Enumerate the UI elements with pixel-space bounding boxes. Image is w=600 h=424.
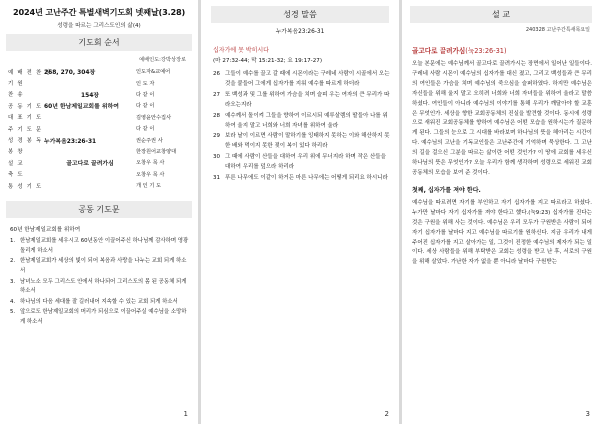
- sermon-paragraph: 오늘 본문에는 예수님께서 골고다로 끌려가시는 장면에서 일어난 일들이다. 구레네 사람 시몬이 예수님의 십자가를 대신 졌고, 그리고 백성들과 큰 무리의 여인들은 가슴을 치며 예수님의 죽으심을 슬퍼하였다. 하지만 예수님은 자신들을 위해 울지 말고 오히려 너희와 너희 자녀들을 위하여 울라고 말씀하셨다. 여인들이 아니라 예수님의 이야기를 통해 우리가 깨달아야 할 교훈은 무엇인가. 세상을 향한 교회공동체의 진실을 발견할 것이다. 동시에 성령으로 새워진 교회공동체를 향하여 예수님은 어떤 모습을 원하시는가 질문하게 된다. 그들의 눈으로 그 시대를 바라보며 하나님의 뜻을 헤아리는 시간이다. 예수님의 고난을 기독교인들은 고난주간에 기억하며 묵상한다. 그 고난의 길을 걸으신 그분을 따르는 삶이란 어떤 것인가? 이 땅에 교회를 세우신 하나님의 뜻은 무엇인가? 오늘 우리가 함께 생각하며 성령으로 세워진 교회공동체의 모습을 보여 준 것이다.: [412, 61, 592, 176]
- order-item-content: 154장: [81, 92, 99, 99]
- sermon-title: [412, 45, 600, 55]
- order-item-leader: 김영윤안수집사: [136, 114, 172, 121]
- order-item-label: 대 표 기 도: [8, 115, 43, 122]
- prayer-intro: 60년 한남제일교회를 위하여: [10, 227, 81, 234]
- order-item-label: 봉 창: [8, 149, 24, 156]
- sermon-header: 설 교: [410, 6, 592, 23]
- order-item-leader: 오창우 목 사: [136, 160, 165, 167]
- verse: [213, 70, 391, 90]
- service-order: [8, 66, 190, 191]
- order-item-label: 통 성 기 도: [8, 183, 43, 190]
- order-item-leader: 다 같 이: [136, 126, 155, 133]
- verse-text: 또 백성과 및 그를 위하여 가슴을 치며 슬피 우는 여자의 큰 무리가 따라오는지라: [225, 91, 390, 108]
- verse-text: 그들이 예수를 끌고 갈 때에 시몬이라는 구레네 사람이 시골에서 오는 것을 붙들어 그에게 십자가를 지워 예수를 따르게 하더라: [225, 71, 390, 87]
- scripture-ref: 누가복음23:26-31: [275, 29, 325, 35]
- order-row: [8, 112, 190, 123]
- order-item-label: 예 배 전 찬 양: [8, 69, 52, 76]
- order-row: [8, 89, 190, 100]
- order-row: [8, 180, 190, 191]
- order-row: [8, 169, 190, 180]
- page-number: 1: [183, 410, 188, 418]
- prayer-number: 2.: [10, 258, 16, 265]
- prayer-number: 4.: [10, 298, 16, 305]
- order-row: [8, 146, 190, 157]
- bulletin-page-2: [201, 0, 399, 424]
- order-item-content: 268, 270, 304장: [44, 70, 96, 77]
- bulletin-page-3: [402, 0, 600, 424]
- order-item-label: 설 교: [8, 160, 24, 167]
- page-number: 3: [585, 410, 590, 418]
- order-row: [8, 134, 190, 145]
- order-item-leader: 인 도 자: [136, 80, 155, 87]
- prayer-text: 하나님의 다음 세대를 잘 길러내어 지속할 수 있는 교회 되게 하소서: [20, 298, 178, 305]
- bulletin-page-1: [0, 0, 198, 424]
- order-row: [8, 77, 190, 88]
- order-row: [8, 100, 190, 111]
- order-item-label: 성 경 봉 독: [8, 138, 43, 145]
- verse-text: 보라 날이 이르면 사람이 말하기를 잉태하지 못하는 이와 해산하지 못한 배와 먹이지 못한 젖이 복이 있다 하리라: [225, 133, 390, 150]
- order-item-label: 찬 송: [8, 92, 24, 99]
- order-header: 기도회 순서: [6, 34, 192, 51]
- prayer-text: 한남제일교회를 세우시고 60년동안 이끌어주신 하나님께 감사하며 영광돌리게 하소서: [20, 238, 189, 254]
- verse-number: 26: [213, 71, 220, 77]
- order-item-content: 골고다로 끌려가심: [66, 161, 114, 168]
- sermon-paragraph: 예수님을 따르려면 자기를 부인하고 자기 십자가를 지고 따르라고 하셨다. 누가만 날마다 자기 십자가를 져야 한다고 했다.(눅9:23) 십자가를 진다는 것은 구원을 위해 사는 것이다. 예수님은 우리 모두가 구원받은 사람이 되어 자기 십자가를 날마다 지고 예수님을 따르기를 원하신다. 지금 우리가 내게 주어진 십자가를 지고 살아가는 일, 그것이 진정한 예수님의 제자가 되는 일이다. 세상 사람들을 위해 부탁받은 교회는 성령을 받고 난 후, 서로의 구원을 위해 살았다. 가난한 자가 없을 뿐 아니라 날마다 구원받는: [412, 199, 592, 266]
- prayer-item: [10, 298, 190, 308]
- verse: [213, 112, 391, 132]
- sermon-point: 첫째, 십자가를 져야 한다.: [412, 186, 481, 194]
- order-item-leader: 인도자&교예어: [136, 69, 171, 76]
- order-item-leader: 개 인 기 도: [136, 183, 161, 190]
- section-title: 십자가에 못 박히시다: [213, 47, 269, 54]
- prayer-header: 공동 기도문: [6, 201, 192, 218]
- verse-list: [213, 70, 391, 184]
- presider: 예배인도:강박상장로: [139, 57, 186, 63]
- order-item-content: 60년 한남제일교회를 위하여: [44, 104, 119, 111]
- verse-number: 29: [213, 133, 220, 140]
- prayer-number: 1.: [10, 238, 16, 245]
- order-item-leader: 오창우 목 사: [136, 171, 165, 178]
- prayer-item: [10, 278, 190, 297]
- prayer-list: [10, 237, 190, 327]
- order-item-label: 공 동 기 도: [8, 103, 43, 110]
- verse-number: 30: [213, 154, 220, 161]
- order-row: [8, 123, 190, 134]
- order-item-leader: 한장원어교창양대: [136, 148, 177, 155]
- verse: [213, 91, 391, 111]
- page-subtitle: 성령을 따르는 그리스도인의 삶(4): [57, 23, 141, 29]
- verse: [213, 132, 391, 152]
- sermon-title-text: 골고다로 끌려가심: [412, 47, 466, 55]
- page-number: 2: [384, 410, 389, 418]
- prayer-item: [10, 237, 190, 256]
- order-item-leader: 권순주권 사: [136, 137, 163, 144]
- verse-text: 푸른 나무에도 이같이 하거든 마른 나무에는 어떻게 되리요 하시니라: [225, 175, 388, 182]
- verse-number: 27: [213, 91, 220, 98]
- prayer-item: [10, 257, 190, 276]
- verse: [213, 153, 391, 173]
- prayer-number: 3.: [10, 278, 16, 285]
- prayer-text: 앞으로도 한남제일교회의 머리가 되심으로 이끌어주실 예수님을 소망하게 하소서: [20, 309, 187, 326]
- order-row: [8, 66, 190, 77]
- prayer-text: 남녀노소 모두 그리스도 안에서 하나되어 그리스도의 몸 된 공동체 되게 하소서: [20, 278, 187, 295]
- order-item-label: 기 원: [8, 81, 24, 88]
- verse-number: 31: [213, 175, 220, 182]
- verse-text: 예수께서 돌이켜 그들을 향하여 이르시되 예루살렘의 딸들아 나를 위하여 울지 말고 너희와 너희 자녀를 위하여 울라: [225, 112, 388, 129]
- verse: [213, 174, 391, 184]
- prayer-text: 한남제일교회가 세상의 빛이 되어 복음과 사랑을 나누는 교회 되게 하소서: [20, 258, 187, 275]
- verse-number: 28: [213, 112, 220, 119]
- scripture-header: 성경 말씀: [211, 6, 389, 23]
- order-item-leader: 다 같 이: [136, 103, 155, 110]
- order-item-leader: 다 같 이: [136, 91, 155, 98]
- sermon-date: 240328 고난주간특새목요일: [525, 27, 590, 33]
- page-title: 2024년 고난주간 특별새벽기도회 넷째날(3.28): [12, 7, 186, 17]
- order-item-label: 축 도: [8, 172, 24, 179]
- verse-text: 그 때에 사람이 산들을 대하여 우리 위에 무너지라 하며 작은 산들을 대하여 우리를 덮으라 하리라: [225, 154, 386, 171]
- prayer-item: [10, 308, 190, 327]
- order-item-content: 누가복음23:26-31: [44, 138, 97, 145]
- sermon-title-ref: (눅23:26-31): [465, 47, 507, 55]
- prayer-number: 5.: [10, 309, 16, 316]
- order-row: [8, 157, 190, 168]
- section-ref: (마 27:32-44; 막 15:21-32; 요 19:17-27): [213, 58, 323, 64]
- order-item-label: 주 기 도 문: [8, 126, 43, 133]
